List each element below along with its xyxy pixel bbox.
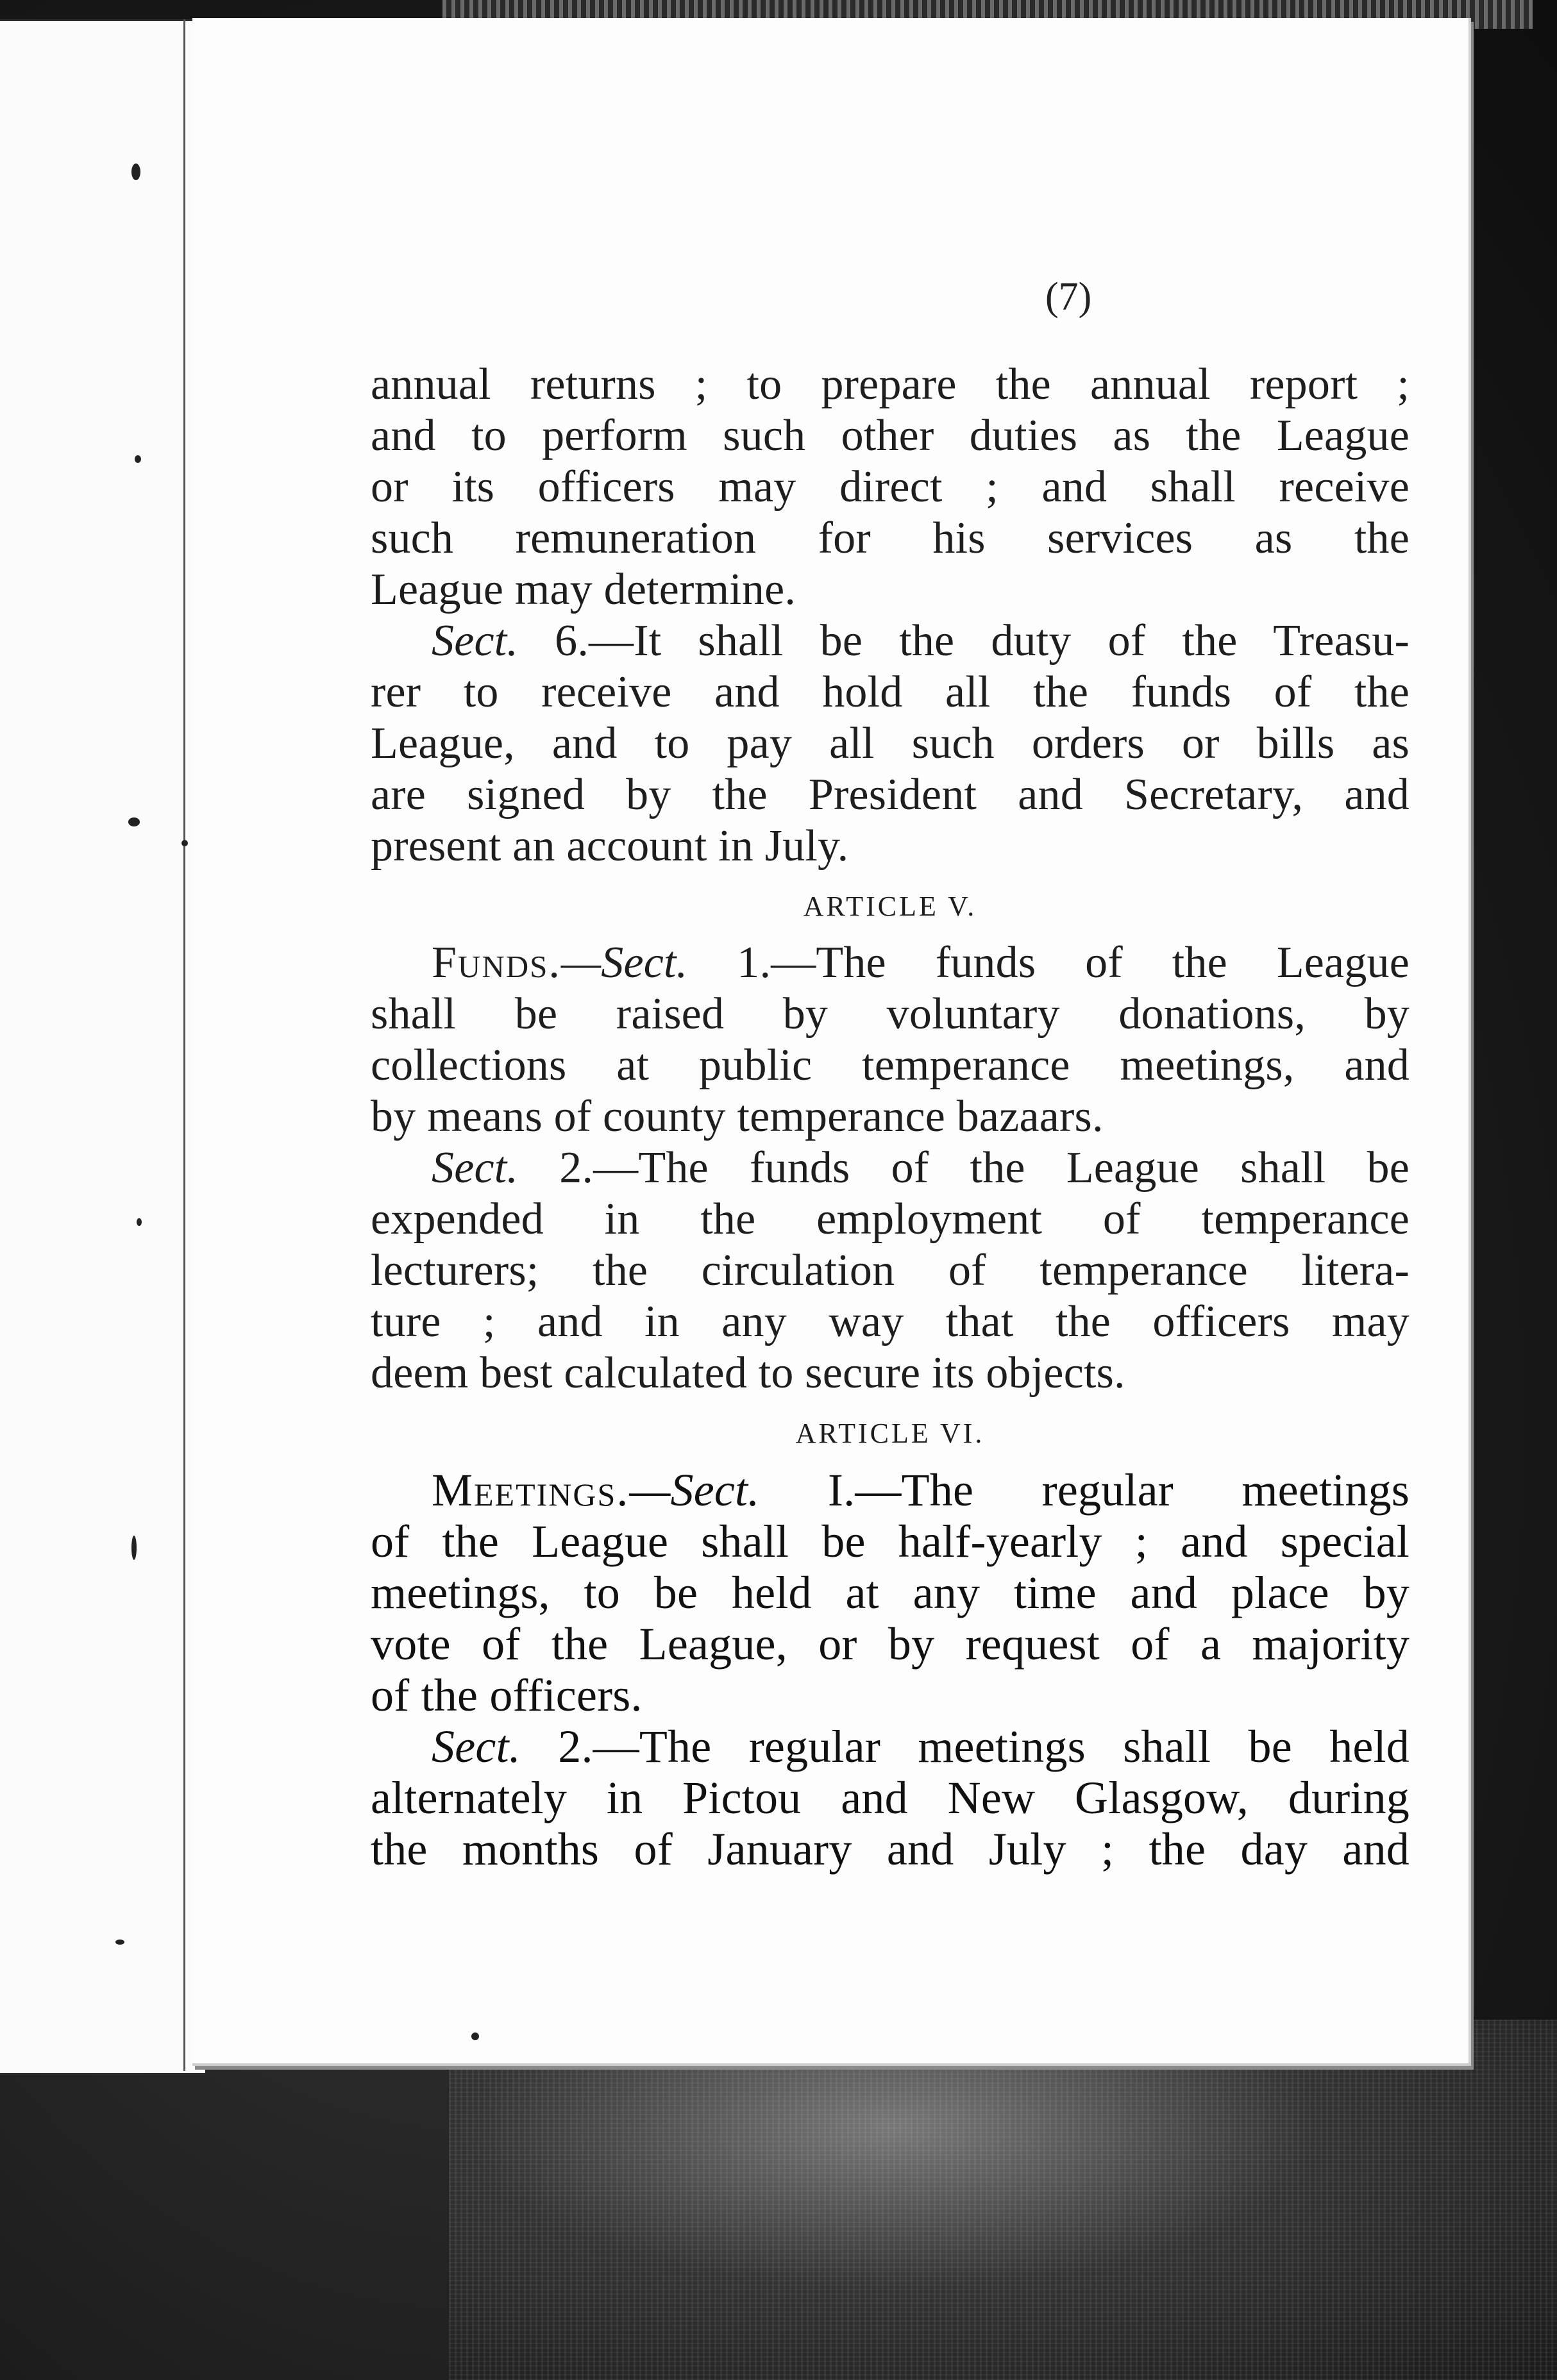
text-line-rest: 2.—The regular meetings shall be held [520,1721,1410,1772]
text-line: collections at public temperance meetings, and [371,1041,1410,1090]
text-line: alternately in Pictou and New Glasgow, during [371,1772,1410,1823]
text-line: the months of January and July ; the day and [371,1823,1410,1875]
text-line: League may determine. [371,565,796,614]
text-line-rest: 6.—It shall be the duty of the Treasu- [518,616,1410,666]
text-line: of the officers. [371,1670,643,1721]
ink-mark [115,1940,124,1945]
ink-mark [131,1536,137,1560]
section-caption: Funds. [432,938,561,987]
article-heading: ARTICLE V. [803,891,977,922]
ink-mark [128,817,140,826]
text-line: such remuneration for his services as the [371,514,1410,563]
section-label: Sect. [432,616,519,666]
text-line: and to perform such other duties as the League [371,411,1410,460]
text-line: of the League shall be half-yearly ; and special [371,1516,1410,1567]
left-page [0,19,205,2075]
section-caption: Meetings. [432,1464,630,1516]
ink-mark [181,840,188,846]
scan-lower-texture [449,2020,1557,2380]
paragraph-funds-expenditure [371,1143,1410,1399]
text-line-rest: 2.—The funds of the League shall be [518,1143,1410,1193]
section-label: —Sect. [560,938,688,987]
text-line [371,937,1410,989]
text-line: shall be raised by voluntary donations, by [371,989,1410,1039]
paragraph-meetings-location [371,1721,1410,1875]
ink-mark [137,1218,142,1226]
text-line [371,1143,1410,1194]
text-line [371,1464,1410,1516]
text-line-rest: 1.—The funds of the League [687,938,1410,987]
text-line: or its officers may direct ; and shall receive [371,462,1410,512]
paragraph-meetings-schedule [371,1464,1410,1721]
paragraph-funds-raising [371,937,1410,1143]
section-label: —Sect. [629,1464,760,1516]
paragraph-secretary-duties [371,359,1410,616]
text-line: deem best calculated to secure its objects. [371,1348,1125,1398]
text-line: ture ; and in any way that the officers may [371,1297,1410,1346]
section-label: Sect. [432,1143,519,1193]
text-line-rest: I.—The regular meetings [759,1464,1410,1516]
book-gutter [183,19,185,2071]
text-line: meetings, to be held at any time and place by [371,1567,1410,1618]
darker-print-section [371,1464,1410,1875]
article-heading: ARTICLE VI. [795,1418,985,1449]
ink-mark [135,455,141,463]
text-line [371,1721,1410,1772]
text-line: by means of county temperance bazaars. [371,1092,1104,1141]
ink-mark [131,163,140,180]
page-body [371,359,1410,1875]
text-line [371,616,1410,667]
text-line: lecturers; the circulation of temperance litera- [371,1246,1410,1295]
text-line: expended in the employment of temperance [371,1194,1410,1244]
text-line: rer to receive and hold all the funds of the [371,667,1410,717]
section-label: Sect. [432,1721,521,1772]
text-line: are signed by the President and Secretary, and [371,770,1410,819]
paragraph-treasurer-duties [371,616,1410,872]
text-line: annual returns ; to prepare the annual report ; [371,360,1410,409]
text-line: present an account in July. [371,821,849,871]
text-line: League, and to pay all such orders or bills as [371,719,1410,768]
page-number: (7) [1045,275,1092,319]
text-line: vote of the League, or by request of a majority [371,1618,1410,1670]
ink-mark [471,2032,479,2040]
